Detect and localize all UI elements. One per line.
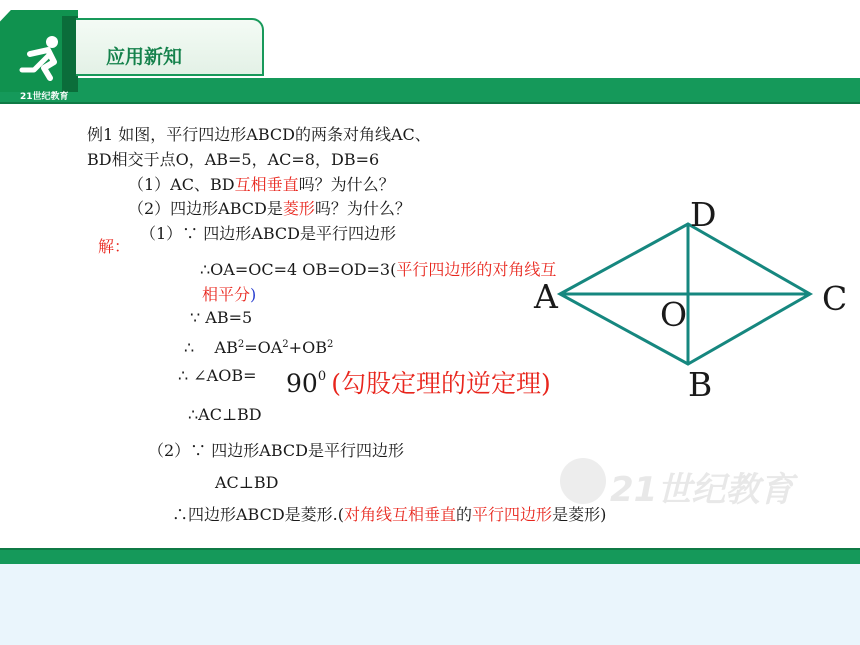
solution-conclusion xyxy=(172,502,606,525)
vertex-c-label: C xyxy=(822,279,848,318)
solution-step-3 xyxy=(202,282,256,305)
conclusion-red-2: 平行四边形 xyxy=(472,505,553,524)
solution-step-6-lead: ∴ ∠AOB= xyxy=(178,366,257,385)
watermark-text: 21世纪教育 xyxy=(610,470,794,510)
eq-oa: =OA xyxy=(244,338,283,357)
section-title: 应用新知 xyxy=(106,46,183,68)
brand-text: 21世纪教育 xyxy=(20,92,69,102)
vertex-a-label: A xyxy=(534,277,558,316)
solution-step-3-reason: 相平分 xyxy=(202,285,251,304)
angle-exp: 0 xyxy=(317,369,327,384)
question-1-highlight: 互相垂直 xyxy=(234,175,299,194)
solution-step-9: AC⊥BD xyxy=(215,473,279,492)
solution-step-2-pre: ∴OA=OC=4 OB=OD=3( xyxy=(200,260,397,279)
watermark-logo xyxy=(560,458,606,504)
question-2 xyxy=(128,196,411,219)
conclusion-mid-1: 的 xyxy=(456,505,473,524)
eq-oa-exp: 2 xyxy=(282,339,289,350)
rhombus-figure xyxy=(520,190,860,410)
conclusion-pre: ∴四边形ABCD是菱形.( xyxy=(172,505,345,524)
eq-ab-exp: 2 xyxy=(237,339,245,350)
problem-line-1: 例1 如图，平行四边形ABCD的两条对角线AC、 xyxy=(87,125,431,144)
solution-step-1: （1）∵ 四边形ABCD是平行四边形 xyxy=(140,224,396,243)
conclusion-red-1: 对角线互相垂直 xyxy=(344,505,457,524)
eq-ob: +OB xyxy=(288,338,327,357)
solution-label: 解： xyxy=(98,237,131,256)
center-o-label: O xyxy=(660,295,688,334)
eq-ob-exp: 2 xyxy=(326,339,334,350)
problem-line-2: BD相交于点O，AB=5，AC=8，DB=6 xyxy=(87,150,380,169)
solution-step-6-value xyxy=(286,364,551,400)
solution-step-5 xyxy=(184,338,333,357)
solution-step-2-reason: 平行四边形的对角线互 xyxy=(396,260,557,279)
solution-step-3-paren: ) xyxy=(250,285,257,304)
runner-icon xyxy=(14,34,68,82)
question-1 xyxy=(128,172,395,195)
question-2-pre: （2）四边形ABCD是 xyxy=(128,199,283,218)
therefore-symbol: ∴ xyxy=(184,338,195,357)
vertex-b-label: B xyxy=(688,365,713,404)
solution-step-7: ∴AC⊥BD xyxy=(188,405,262,424)
question-1-pre: （1）AC、BD xyxy=(128,175,235,194)
question-2-highlight: 菱形 xyxy=(282,199,315,218)
vertex-d-label: D xyxy=(690,195,717,234)
conclusion-mid-2: 是 xyxy=(552,505,569,524)
conclusion-end: 菱形) xyxy=(568,505,607,524)
solution-step-4: ∵ AB=5 xyxy=(190,308,253,327)
footer-area xyxy=(0,564,860,645)
question-2-post: 吗？为什么？ xyxy=(314,199,411,218)
header-divider xyxy=(0,102,860,104)
angle-reason: (勾股定理的逆定理) xyxy=(331,369,551,398)
solution-step-2 xyxy=(200,257,556,280)
eq-ab: AB xyxy=(214,338,238,357)
footer-band xyxy=(0,550,860,564)
question-1-post: 吗？为什么？ xyxy=(298,175,395,194)
angle-value: 90 xyxy=(286,369,318,398)
header-band xyxy=(0,78,860,102)
solution-step-8: （2）∵ 四边形ABCD是平行四边形 xyxy=(148,441,404,460)
